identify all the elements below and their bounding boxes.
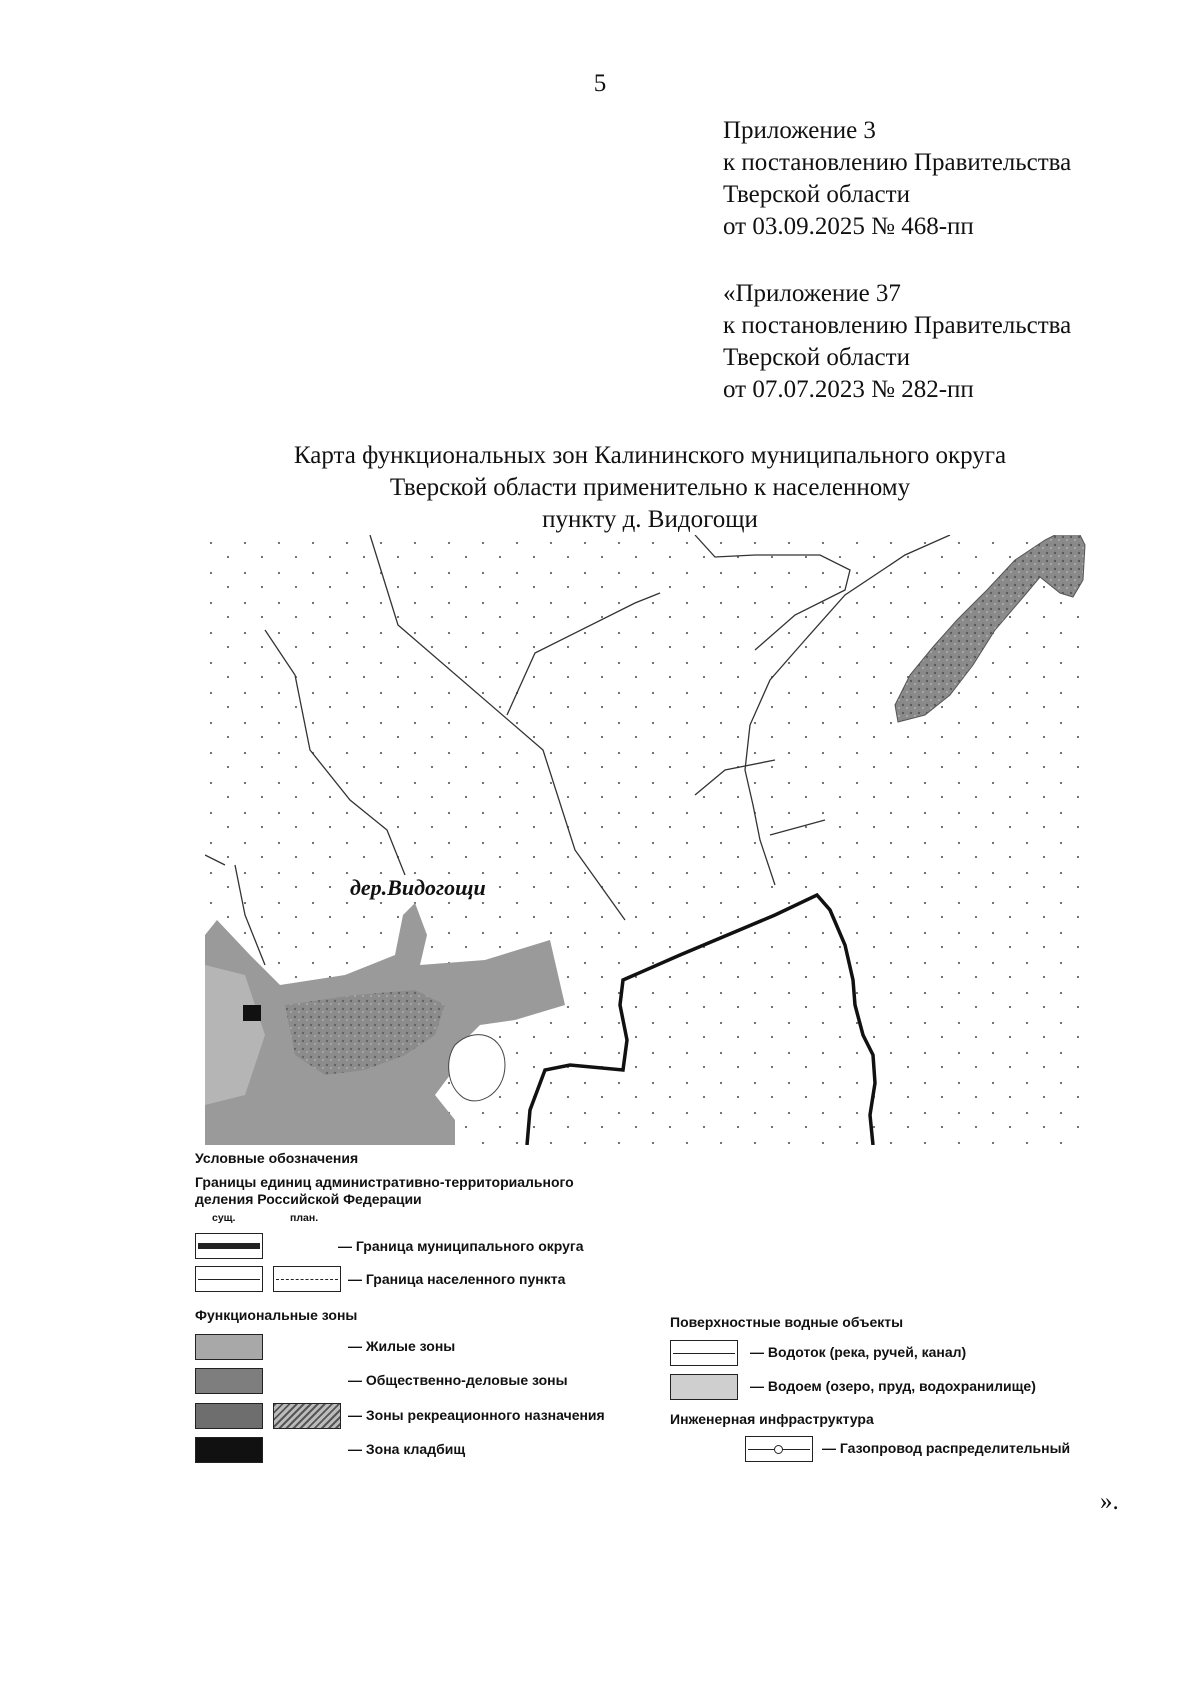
legend-label-municipal-border: — Граница муниципального округа	[338, 1238, 584, 1254]
legend-label-watercourse: — Водоток (река, ручей, канал)	[750, 1344, 967, 1360]
legend-water-heading: Поверхностные водные объекты	[670, 1314, 904, 1330]
legend-label-gas-pipeline: — Газопровод распределительный	[822, 1440, 1071, 1456]
map-title-line: Карта функциональных зон Калининского муниципального округа	[293, 442, 1007, 469]
legend-swatch-watercourse	[670, 1340, 738, 1366]
legend-swatch-recreation-existing	[195, 1403, 263, 1429]
legend-title: Условные обозначения	[195, 1150, 359, 1166]
legend-label-public-business: — Общественно-деловые зоны	[348, 1372, 568, 1388]
appendix-line: Приложение 3	[723, 117, 876, 144]
map-title-line: пункту д. Видогощи	[542, 506, 758, 533]
page-number: 5	[593, 70, 607, 97]
legend-label-settlement-border: — Граница населенного пункта	[348, 1271, 566, 1287]
legend-label-cemetery: — Зона кладбищ	[348, 1441, 466, 1457]
appendix-line: Тверской области	[723, 181, 910, 208]
legend-swatch-settlement-border-planned	[273, 1266, 341, 1292]
legend-infra-heading: Инженерная инфраструктура	[670, 1411, 874, 1427]
legend-col-existing: сущ.	[212, 1212, 236, 1224]
legend-swatch-cemetery	[195, 1437, 263, 1463]
legend-swatch-settlement-border-existing	[195, 1266, 263, 1292]
legend-swatch-public-business	[195, 1368, 263, 1394]
map-title-line: Тверской области применительно к населенному	[389, 474, 911, 501]
appendix-line: к постановлению Правительства	[723, 149, 1072, 176]
legend-label-water-body: — Водоем (озеро, пруд, водохранилище)	[750, 1378, 1036, 1394]
appendix-line: «Приложение 37	[723, 280, 901, 307]
legend-label-recreation: — Зоны рекреационного назначения	[348, 1407, 605, 1423]
legend-admin-heading: деления Российской Федерации	[195, 1191, 422, 1207]
legend-swatch-residential	[195, 1334, 263, 1360]
appendix-line: от 03.09.2025 № 468-пп	[723, 213, 974, 240]
legend-label-residential: — Жилые зоны	[348, 1338, 456, 1354]
legend-swatch-municipal-border	[195, 1233, 263, 1259]
closing-quote: ».	[1100, 1488, 1119, 1515]
appendix-line: Тверской области	[723, 344, 910, 371]
legend-zones-heading: Функциональные зоны	[195, 1307, 358, 1323]
appendix-line: к постановлению Правительства	[723, 312, 1072, 339]
legend-swatch-water-body	[670, 1374, 738, 1400]
appendix-line: от 07.07.2023 № 282-пп	[723, 376, 974, 403]
legend-swatch-gas-pipeline	[745, 1436, 813, 1462]
legend-swatch-recreation-planned	[273, 1403, 341, 1429]
settlement-label: дер.Видогощи	[350, 875, 486, 900]
legend-col-planned: план.	[290, 1212, 319, 1224]
legend-admin-heading: Границы единиц административно-территориального	[195, 1174, 574, 1190]
